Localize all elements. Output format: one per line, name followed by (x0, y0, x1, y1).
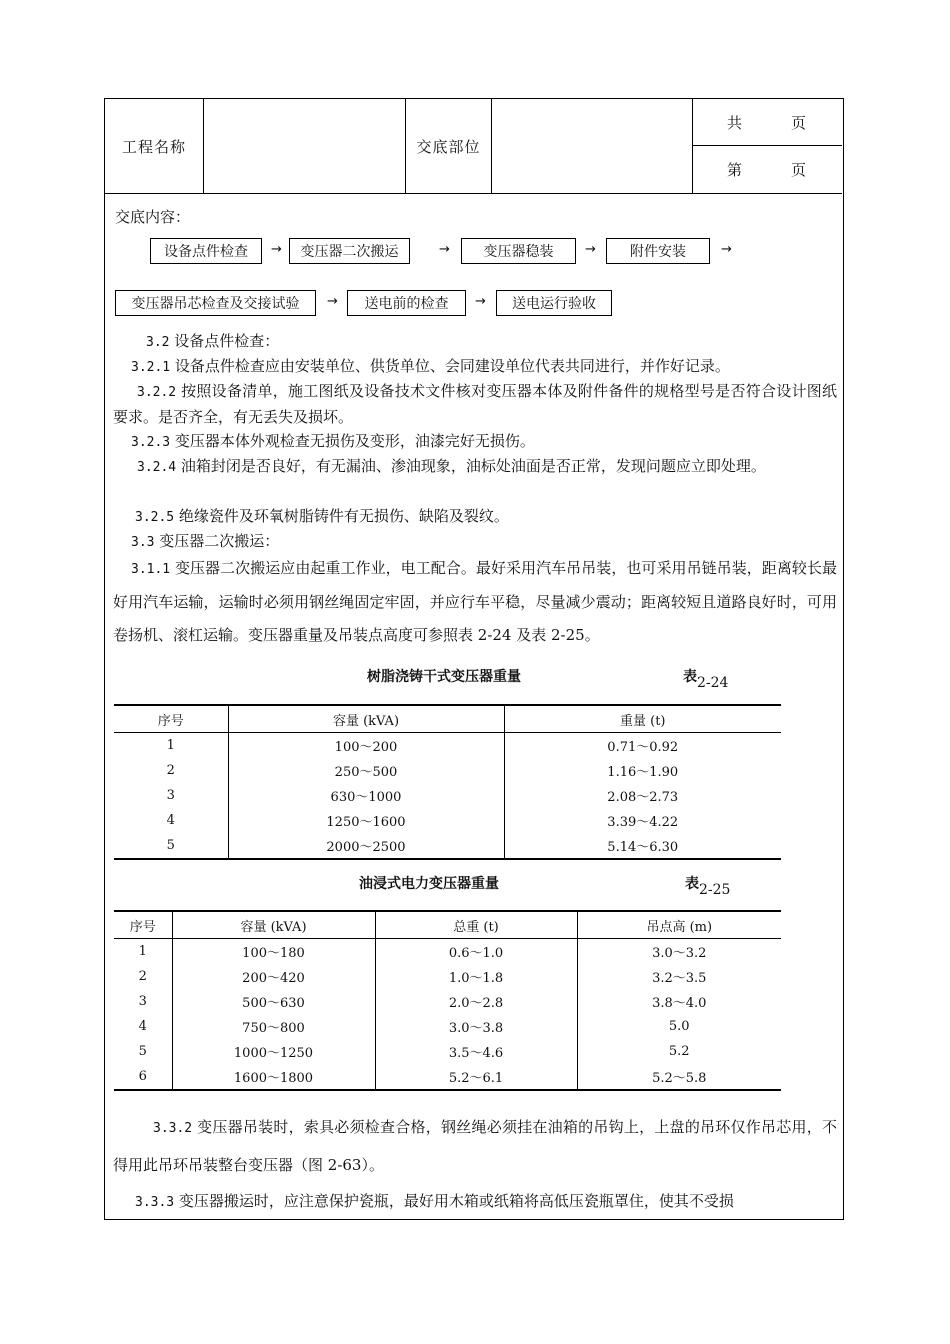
section-label: 交底内容： (115, 208, 191, 226)
table-row: 3 630～1000 2.08～2.73 (114, 783, 781, 808)
project-name-value[interactable] (204, 99, 406, 193)
column-header: 容量 (kVA) (172, 911, 375, 939)
para-3-2-5: 3.2.5 绝缘瓷件及环氧树脂铸件有无损伤、缺陷及裂纹。 (135, 507, 509, 525)
flow-arrow: → (439, 242, 450, 257)
column-header: 重量 (t) (504, 705, 781, 733)
table-row: 6 1600～1800 5.2～6.1 5.2～5.8 (114, 1064, 781, 1090)
para-3-2-2: 3.2.2 按照设备清单，施工图纸及设备技术文件核对变压器本体及附件备件的规格型号是否符合设计图纸要求。是否齐全，有无丢失及损坏。 (113, 382, 837, 426)
table-header-row (114, 705, 781, 733)
position-label-cell (406, 99, 492, 193)
flow-step-3: 变压器稳装 (461, 238, 576, 264)
column-header: 序号 (114, 705, 228, 733)
table-header-row (114, 911, 781, 939)
table-row: 4 1250～1600 3.39～4.22 (114, 808, 781, 833)
flow-step-5: 变压器吊芯检查及交接试验 (115, 290, 316, 316)
column-header: 序号 (114, 911, 172, 939)
table-row: 1 100～200 0.71～0.92 (114, 733, 781, 759)
position-label: 交底部位 (416, 137, 481, 156)
page-number: 第 页 (727, 161, 806, 179)
para-3-3-3: 3.3.3 变压器搬运时，应注意保护瓷瓶，最好用木箱或纸箱将高低压瓷瓶罩住，使其不受损 (135, 1192, 734, 1210)
table2-label: 表2-25 (685, 876, 731, 898)
table-row: 5 2000～2500 5.14～6.30 (114, 833, 781, 859)
table-row: 2 200～420 1.0～1.8 3.2～3.5 (114, 964, 781, 989)
project-name-label: 工程名称 (121, 137, 186, 156)
form-header (105, 99, 842, 194)
flow-arrow: → (721, 242, 732, 257)
flow-step-7: 送电运行验收 (496, 290, 612, 316)
flow-step-4: 附件安装 (606, 238, 710, 264)
flow-arrow: → (327, 294, 338, 309)
disclosure-form (104, 98, 844, 1220)
table-row: 5 1000～1250 3.5～4.6 5.2 (114, 1039, 781, 1064)
flow-step-1: 设备点件检查 (150, 238, 262, 264)
flow-step-2: 变压器二次搬运 (289, 238, 410, 264)
para-3-1-1: 3.1.1 变压器二次搬运应由起重工作业，电工配合。最好采用汽车吊吊装，也可采用吊链吊装，距离较长最好用汽车运输，运输时必须用钢丝绳固定牢固，并应行车平稳，尽量减少震动；距离较短且道路良好时，可用卷扬机、滚杠运输。变压器重量及吊装点高度可参照表 2-24 及表 2-25。 (113, 559, 837, 644)
flow-arrow: → (585, 242, 596, 257)
column-header: 总重 (t) (375, 911, 577, 939)
para-3-2: 3.2 设备点件检查： (146, 332, 280, 350)
table-row: 4 750～800 3.0～3.8 5.0 (114, 1014, 781, 1039)
table-row: 1 100～180 0.6～1.0 3.0～3.2 (114, 939, 781, 965)
para-3-2-4: 3.2.4 油箱封闭是否良好，有无漏油、渗油现象，油标处油面是否正常，发现问题应立即处理。 (137, 457, 766, 475)
table1-caption: 树脂浇铸干式变压器重量 (367, 669, 521, 685)
table2-caption: 油浸式电力变压器重量 (359, 876, 499, 892)
total-pages: 共 页 (693, 99, 842, 146)
para-3-2-1: 3.2.1 设备点件检查应由安装单位、供货单位、会同建设单位代表共同进行，并作好记录。 (131, 357, 730, 375)
table-row: 2 250～500 1.16～1.90 (114, 758, 781, 783)
flow-step-6: 送电前的检查 (347, 290, 466, 316)
para-3-2-3: 3.2.3 变压器本体外观检查无损伤及变形，油漆完好无损伤。 (131, 432, 535, 450)
table-row: 3 500～630 2.0～2.8 3.8～4.0 (114, 989, 781, 1014)
column-header: 吊点高 (m) (577, 911, 781, 939)
table1-label: 表2-24 (683, 669, 729, 691)
position-value[interactable] (492, 99, 693, 193)
flow-arrow: → (475, 294, 486, 309)
para-3-3: 3.3 变压器二次搬运： (131, 532, 280, 550)
table2 (114, 910, 781, 1091)
column-header: 容量 (kVA) (228, 705, 504, 733)
para-3-3-2: 3.3.2 变压器吊装时，索具必须检查合格，钢丝绳必须挂在油箱的吊钩上，上盘的吊环仅作吊芯用，不得用此吊环吊装整台变压器（图 2-63）。 (113, 1118, 837, 1174)
flow-arrow: → (271, 242, 282, 257)
project-name-label-cell (105, 99, 204, 193)
table1 (114, 704, 781, 860)
